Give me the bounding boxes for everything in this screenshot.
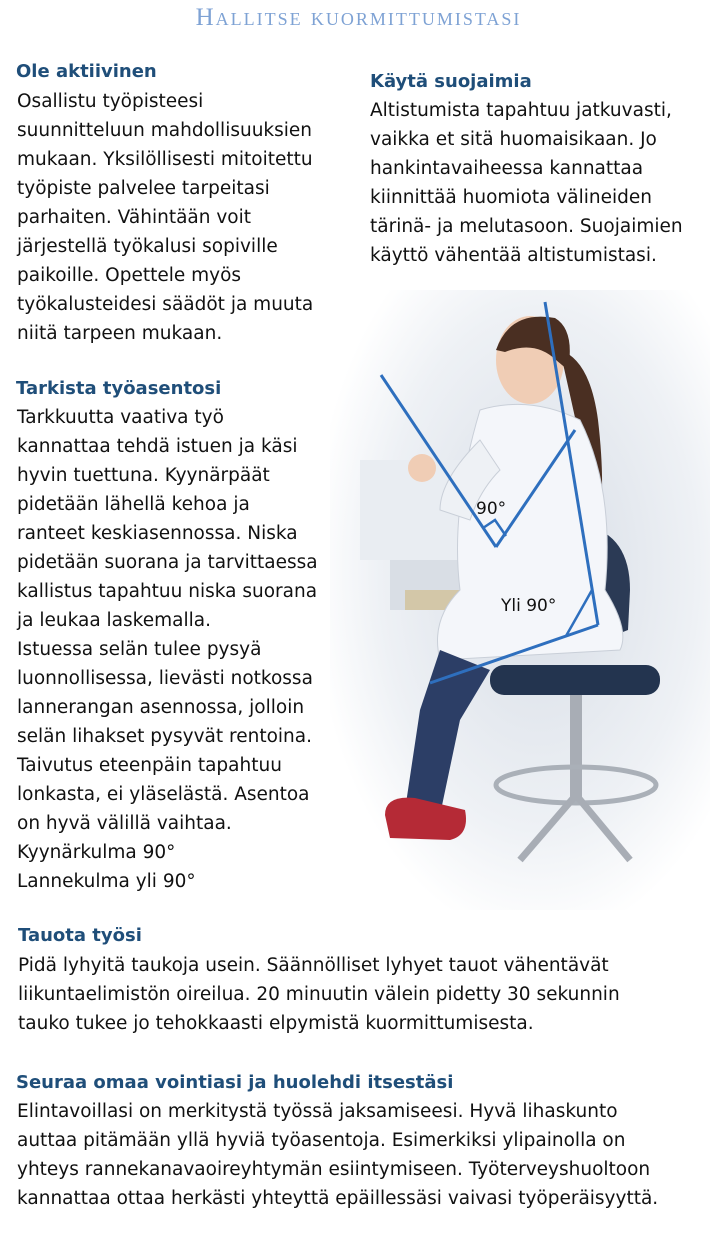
text-line: auttaa pitämään yllä hyviä työasentoja. Esimerkiksi ylipainolla on [17, 1130, 626, 1151]
text-line: Taivutus eteenpäin tapahtuu [17, 755, 282, 776]
ergonomic-posture-illustration [330, 290, 710, 910]
text-line: Pidä lyhyitä taukoja usein. Säännölliset lyhyet tauot vähentävät [18, 955, 609, 976]
text-line: tärinä- ja melutasoon. Suojaimien [370, 216, 683, 237]
text-line: Osallistu työpisteesi [17, 91, 204, 112]
text-line: tauko tukee jo tehokkaasti elpymistä kuormittumisesta. [18, 1013, 534, 1034]
heading-ole-aktiivinen: Ole aktiivinen [16, 61, 157, 82]
text-line: Elintavoillasi on merkitystä työssä jaksamiseesi. Hyvä lihaskunto [17, 1101, 618, 1122]
text-line: mukaan. Yksilöllisesti mitoitettu [17, 149, 313, 170]
text-line: liikuntaelimistön oireilua. 20 minuutin välein pidetty 30 sekunnin [18, 984, 620, 1005]
hands [408, 454, 436, 482]
text-line: paikoille. Opettele myös [17, 265, 242, 286]
text-line: lonkasta, ei yläselästä. Asentoa [17, 784, 310, 805]
text-line: Kyynärkulma 90° [17, 842, 176, 863]
text-line: ja leukaa laskemalla. [17, 610, 211, 631]
text-line: Istuessa selän tulee pysyä [17, 639, 262, 660]
heading-seuraa-vointiasi: Seuraa omaa vointiasi ja huolehdi itsestäsi [16, 1072, 454, 1093]
text-line: selän lihakset pysyvät rentoina. [17, 726, 312, 747]
paragraph-tarkista-tyoasentosi [17, 403, 318, 896]
text-line: niitä tarpeen mukaan. [17, 323, 223, 344]
text-line: vaikka et sitä huomaisikaan. Jo [370, 129, 657, 150]
paragraph-ole-aktiivinen [17, 87, 313, 348]
heading-tarkista-tyoasentosi: Tarkista työasentosi [16, 378, 222, 399]
text-line: luonnollisessa, lievästi notkossa [17, 668, 313, 689]
text-line: Altistumista tapahtuu jatkuvasti, [370, 100, 672, 121]
text-line: käyttö vähentää altistumistasi. [370, 245, 657, 266]
text-line: Lannekulma yli 90° [17, 871, 196, 892]
paragraph-tauota-tyosi [18, 951, 620, 1038]
text-line: työkalusteidesi säädöt ja muuta [17, 294, 314, 315]
text-line: suunnitteluun mahdollisuuksien [17, 120, 313, 141]
text-line: kannattaa tehdä istuen ja käsi [17, 436, 298, 457]
text-line: yhteys rannekanavaoireyhtymän esiintymiseen. Työterveyshuoltoon [17, 1159, 651, 1180]
text-line: ranteet keskiasennossa. Niska [17, 523, 298, 544]
text-line: Tarkkuutta vaativa työ [17, 407, 224, 428]
text-line: kallistus tapahtuu niska suorana [17, 581, 318, 602]
elbow-angle-label: 90° [476, 499, 507, 519]
text-line: kannattaa ottaa herkästi yhteyttä epäillessäsi vaivasi työperäisyyttä. [17, 1188, 659, 1209]
page-title: Hallitse kuormittumistasi [195, 4, 522, 31]
heading-tauota-tyosi: Tauota työsi [18, 925, 142, 946]
text-line: on hyvä välillä vaihtaa. [17, 813, 232, 834]
text-line: kiinnittää huomiota välineiden [370, 187, 653, 208]
text-line: parhaiten. Vähintään voit [17, 207, 252, 228]
text-line: pidetään suorana ja tarvittaessa [17, 552, 318, 573]
text-line: työpiste palvelee tarpeitasi [17, 178, 270, 199]
text-line: hankintavaiheessa kannattaa [370, 158, 644, 179]
paragraph-seuraa-vointiasi [17, 1097, 658, 1213]
text-line: hyvin tuettuna. Kyynärpäät [17, 465, 270, 486]
text-line: lannerangan asennossa, jolloin [17, 697, 305, 718]
text-line: järjestellä työkalusi sopiville [17, 236, 278, 257]
paragraph-kayta-suojaimia [370, 96, 683, 270]
heading-kayta-suojaimia: Käytä suojaimia [370, 71, 532, 92]
hip-angle-label: Yli 90° [501, 596, 557, 616]
text-line: pidetään lähellä kehoa ja [17, 494, 250, 515]
